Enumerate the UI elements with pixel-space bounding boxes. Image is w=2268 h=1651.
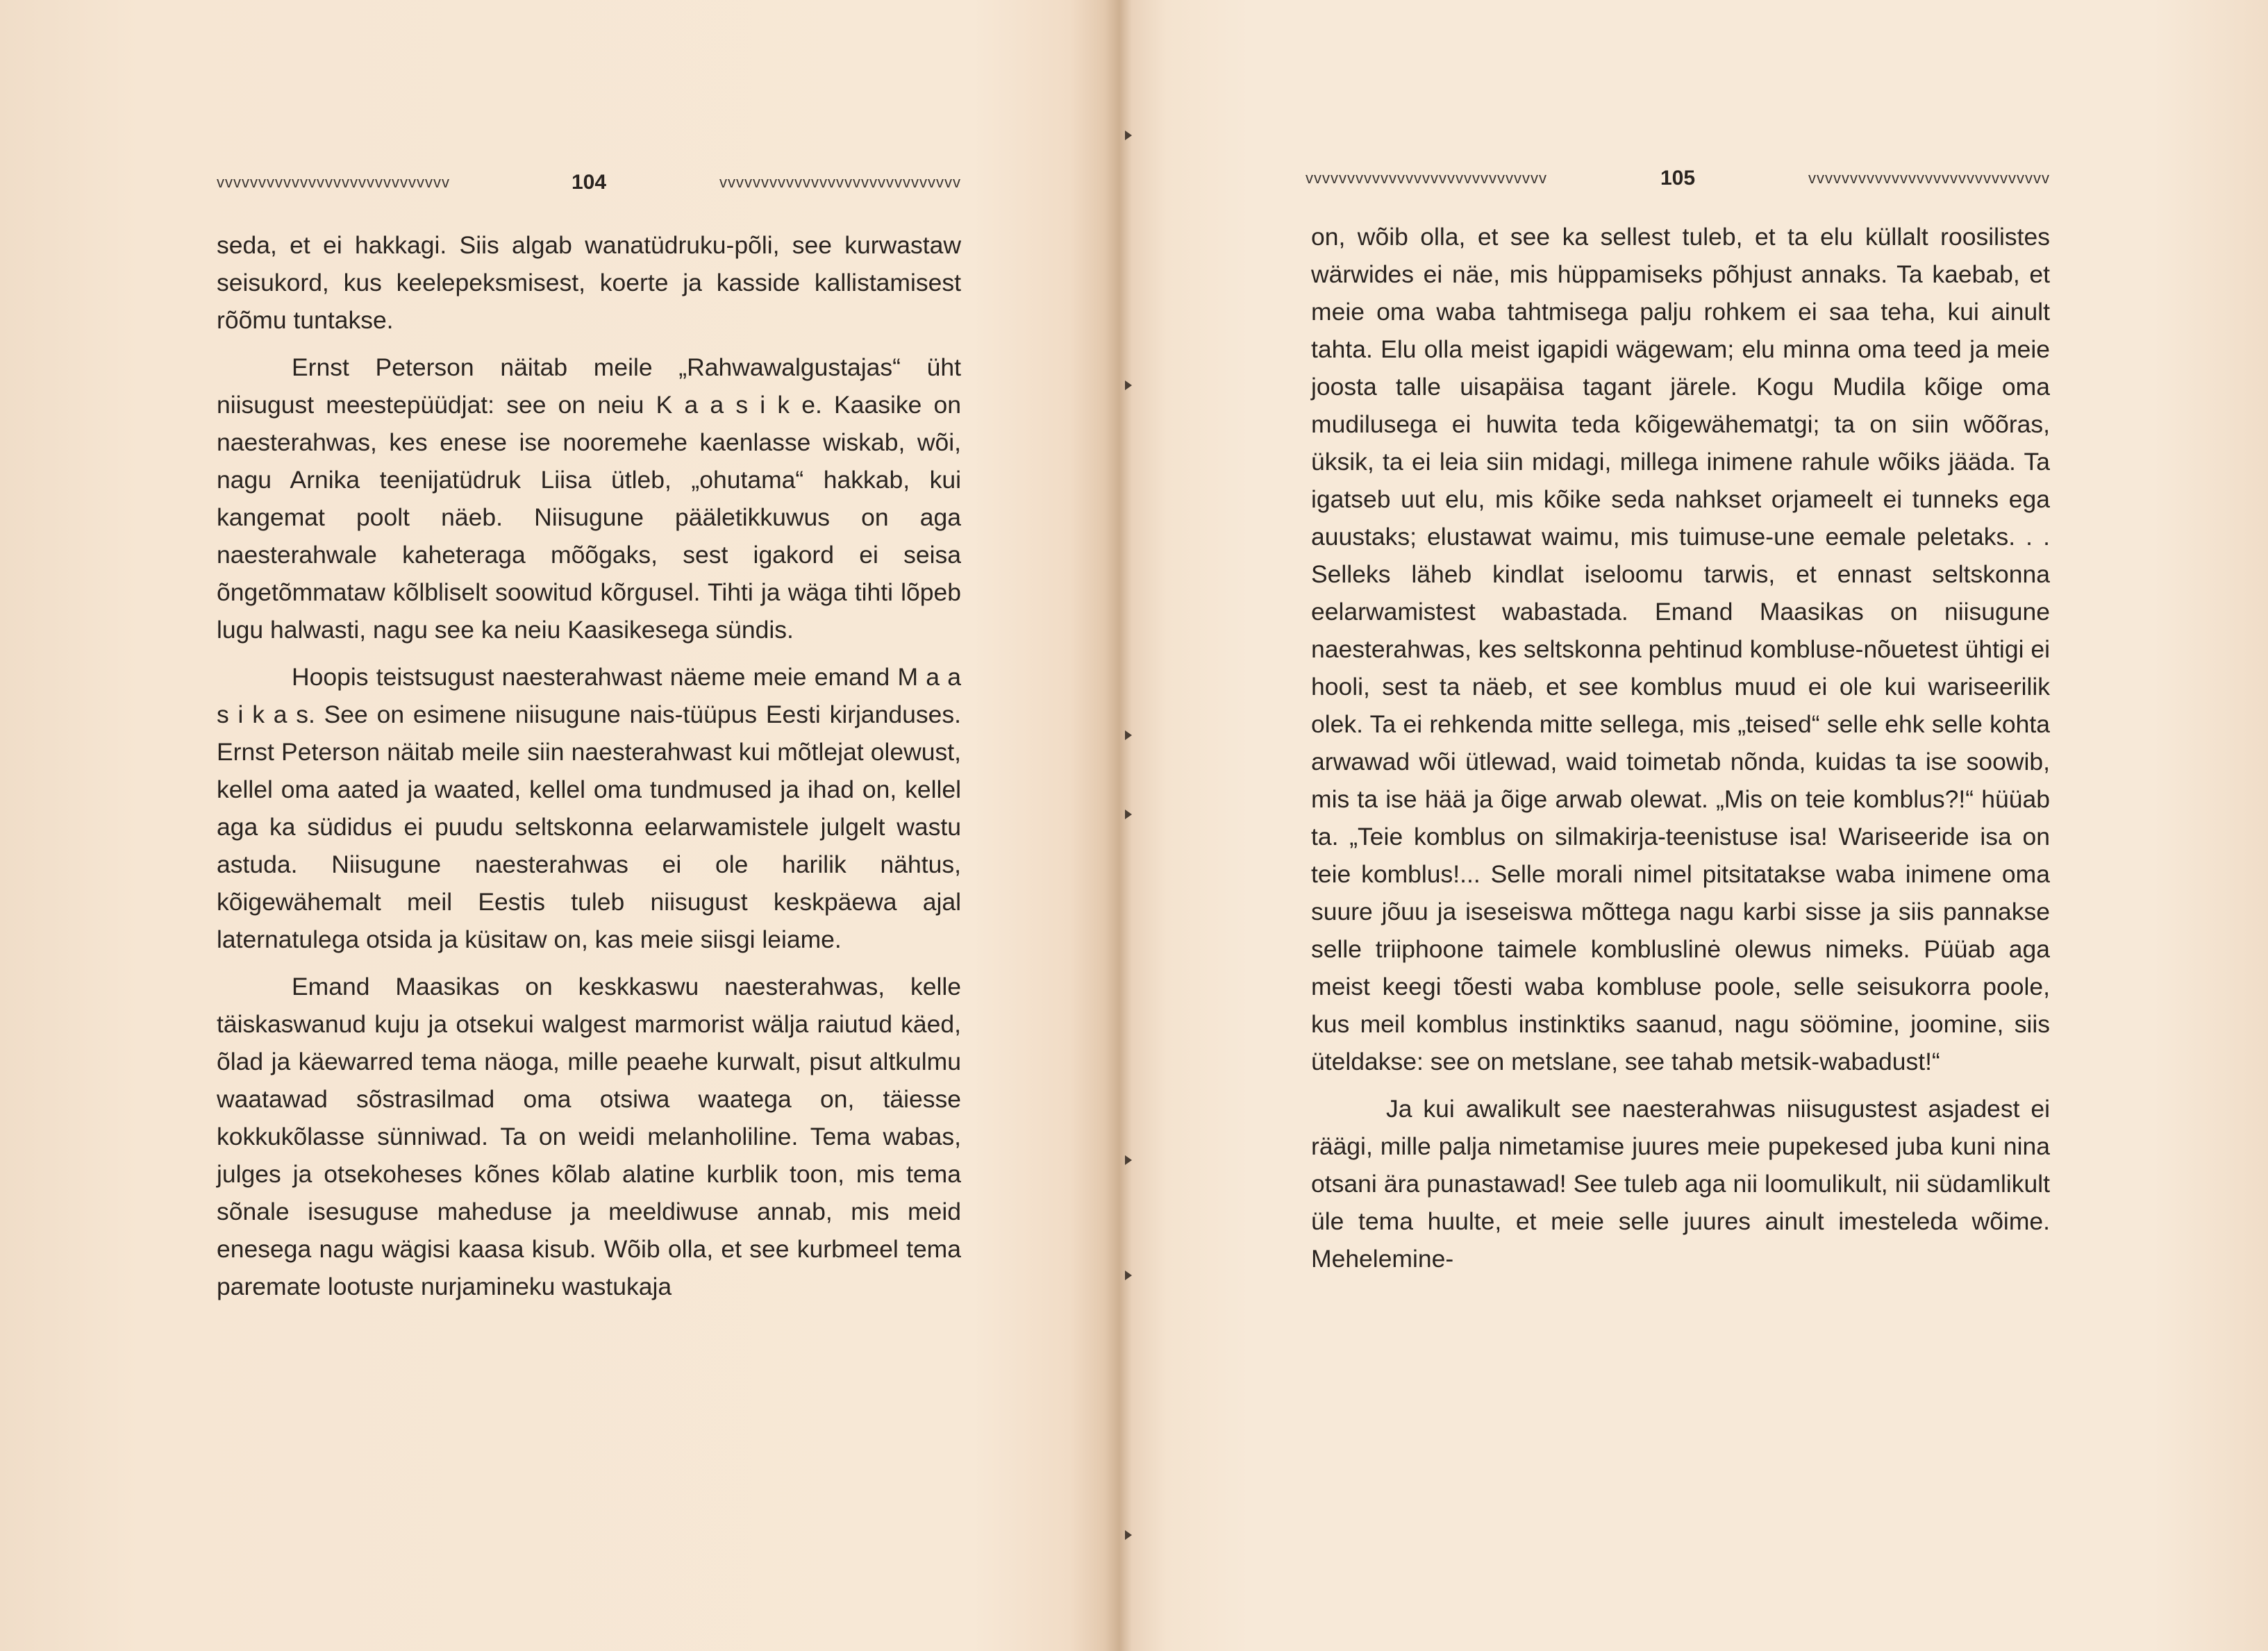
page-number: 105 (1660, 167, 1696, 190)
paragraph: Hoopis teistsugust naesterahwast näeme meie emand M a a s i k a s. See on esimene niisugune nais-tüüpus Eesti kirjanduses. Ernst Peterson näitab meile siin naesterahwast kui mõtlejat olewust, kellel oma aated ja waated, kellel oma tundmused ja ihad on, kellel aga ka südidus ei puudu seltskonna eelarwamistele julgelt wastu astuda. Niisugune naesterahwas ei ole harilik nähtus, kõigewähemalt meil Eestis tuleb niisugust keskpäewa ajal laternatulega otsida ja küsitaw on, kas meie siisgi leiame. (217, 663, 961, 953)
page-body (217, 226, 961, 1315)
header-ornament: vvvvvvvvvvvvvvvvvvvvvvvvvvvvv (1808, 169, 2050, 187)
gutter-mark (1125, 1530, 1132, 1540)
gutter-mark (1125, 380, 1132, 390)
gutter-mark (1125, 810, 1132, 819)
gutter-mark (1125, 1155, 1132, 1165)
right-page (1139, 0, 2268, 1651)
header-ornament: vvvvvvvvvvvvvvvvvvvvvvvvvvvv (217, 174, 450, 191)
paragraph: on, wõib olla, et see ka sellest tuleb, et ta elu küllalt roosilistes wärwides ei näe, mis hüppamiseks põhjust annaks. Ta kaebab, et meie oma waba tahtmisega palju rohkem ei saa teha, kui ainult tahta. Elu olla meist igapidi wägewam; elu minna oma teed ja meie joosta talle uisapäisa tagant järele. Kogu Mudila kõige oma mudilusega ei huwita teda kõigewähematgi; ta on siin wõõras, üksik, ta ei leia siin midagi, millega inimene rahule wõiks jääda. Ta igatseb uut elu, mis kõike seda nahkset orjameelt ei tunneks ega auustaks; elustawat waimu, mis tuimuse-une eemale peletaks. . . Selleks läheb kindlat iseloomu tarwis, et ennast seltskonna eelarwamistest wabastada. Emand Maasikas on niisugune naesterahwas, kes seltskonna pehtinud kombluse-nõuetest ühtigi ei hooli, sest ta näeb, et see komblus muud ei ole kui wariseerilik olek. Ta ei rehkenda mitte sellega, mis „teised“ selle ehk selle kohta arwawad wõi ütlewad, waid toimetab nõnda, kuidas ta ise soowib, mis ta ise hää ja õige arwab olewat. „Mis on teie komblus?!“ hüüab ta. „Teie komblus on silmakirja-teenistuse isa! Wariseeride isa on teie komblus!... Selle morali nimel pitsitatakse waba inimene oma suure jõuu ja iseseiswa mõttega nagu karbi sisse ja siis pannakse selle triiphoone taimele kombluslinė olewus nimeks. Püüab aga meist keegi tõesti waba kombluse poole, selle seisukorra poole, kus meil komblus instinktiks saanud, nagu söömine, joomine, siis üteldakse: see on metslane, see tahab metsik-wabadust!“ (1311, 223, 2050, 1075)
gutter-mark (1125, 131, 1132, 140)
paragraph: Ernst Peterson näitab meile „Rahwawalgustajas“ üht niisugust meestepüüdjat: see on neiu K a a s i k e. Kaasike on naesterahwas, kes enese ise nooremehe kaenlasse wiskab, wõi, nagu Arnika teenijatüdruk Liisa ütleb, „ohutama“ hakkab, kui kangemat poolt näeb. Niisugune pääletikkuwus on aga naesterahwale kaheteraga mõõgaks, sest igakord ei seisa õngetõmmataw kõlbliselt soowitud kõrgusel. Tihti ja wäga tihti lõpeb lugu halwasti, nagu see ka neiu Kaasikesega sündis. (217, 353, 961, 644)
gutter-mark (1125, 730, 1132, 740)
gutter-mark (1125, 1271, 1132, 1280)
paragraph: Ja kui awalikult see naesterahwas niisugustest asjadest ei räägi, mille palja nimetamise juures meie pupekesed juba kuni nina otsani ära punastawad! See tuleb aga nii loomulikult, nii südamlikult üle tema huulte, et meie selle juures ainult imesteleda wõime. Mehelemine- (1311, 1095, 2050, 1273)
page-number: 104 (571, 171, 607, 194)
header-ornament: vvvvvvvvvvvvvvvvvvvvvvvvvvvvv (1306, 169, 1547, 187)
header-ornament: vvvvvvvvvvvvvvvvvvvvvvvvvvvvv (719, 174, 961, 191)
page-body (1311, 218, 2050, 1287)
paragraph: seda, et ei hakkagi. Siis algab wanatüdruku-põli, see kurwastaw seisukord, kus keelepeksmisest, koerte ja kasside kallistamisest rõõmu tuntakse. (217, 231, 961, 334)
page-header (1306, 161, 2050, 196)
page-header (217, 165, 961, 200)
left-page (0, 0, 1118, 1651)
paragraph: Emand Maasikas on keskkaswu naesterahwas, kelle täiskaswanud kuju ja otsekui walgest marmorist wälja raiutud käed, õlad ja käewarred tema näoga, mille peaehe kurwalt, pisut altkulmu waatawad sõstrasilmad oma otsiwa waatega on, täiesse kokkukõlasse sünniwad. Ta on weidi melanholiline. Tema wabas, julges ja otsekoheses kõnes kõlab alatine kurblik toon, mis tema sõnale isesuguse maheduse ja meeldiwuse annab, mis meid enesega nagu wägisi kaasa kisub. Wõib olla, et see kurbmeel tema paremate lootuste nurjamineku wastukaja (217, 973, 961, 1300)
